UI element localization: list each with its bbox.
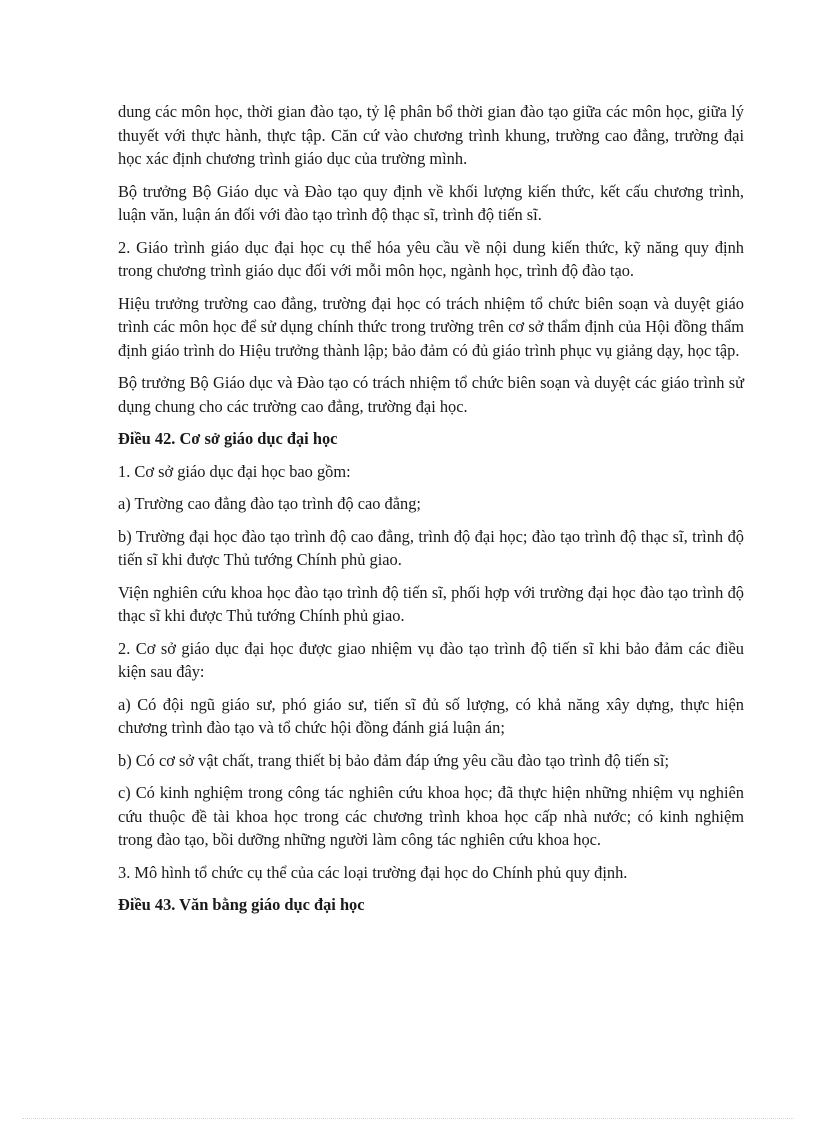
paragraph: b) Trường đại học đào tạo trình độ cao đẳng, trình độ đại học; đào tạo trình độ thạc sĩ, trình độ tiến sĩ khi được Thủ tướng Chính phủ giao. bbox=[118, 526, 744, 569]
paragraph: Bộ trưởng Bộ Giáo dục và Đào tạo quy định về khối lượng kiến thức, kết cấu chương trình, luận văn, luận án đối với đào tạo trình độ thạc sĩ, trình độ tiến sĩ. bbox=[118, 181, 744, 224]
paragraph: 2. Cơ sở giáo dục đại học được giao nhiệm vụ đào tạo trình độ tiến sĩ khi bảo đảm các điều kiện sau đây: bbox=[118, 638, 744, 681]
paragraph: a) Có đội ngũ giáo sư, phó giáo sư, tiến sĩ đủ số lượng, có khả năng xây dựng, thực hiện chương trình đào tạo và tổ chức hội đồng đánh giá luận án; bbox=[118, 694, 744, 737]
document-page bbox=[118, 100, 744, 926]
paragraph: b) Có cơ sở vật chất, trang thiết bị bảo đảm đáp ứng yêu cầu đào tạo trình độ tiến sĩ; bbox=[118, 750, 670, 770]
paragraph: Hiệu trưởng trường cao đẳng, trường đại học có trách nhiệm tổ chức biên soạn và duyệt giáo trình các môn học để sử dụng chính thức trong trường trên cơ sở thẩm định của Hội đồng thẩm định giáo trình do Hiệu trưởng thành lập; bảo đảm có đủ giáo trình phục vụ giảng dạy, học tập. bbox=[118, 293, 744, 360]
paragraph: c) Có kinh nghiệm trong công tác nghiên cứu khoa học; đã thực hiện những nhiệm vụ nghiên cứu thuộc đề tài khoa học trong các chương trình khoa học cấp nhà nước; có kinh nghiệm trong đào tạo, bồi dưỡng những người làm công tác nghiên cứu khoa học. bbox=[118, 783, 744, 849]
paragraph: Bộ trưởng Bộ Giáo dục và Đào tạo có trách nhiệm tổ chức biên soạn và duyệt các giáo trình sử dụng chung cho các trường cao đẳng, trường đại học. bbox=[118, 373, 744, 416]
paragraph: a) Trường cao đẳng đào tạo trình độ cao đẳng; bbox=[118, 494, 421, 513]
paragraph: 3. Mô hình tổ chức cụ thể của các loại trường đại học do Chính phủ quy định. bbox=[118, 862, 628, 882]
paragraph: Viện nghiên cứu khoa học đào tạo trình độ tiến sĩ, phối hợp với trường đại học đào tạo trình độ thạc sĩ khi được Thủ tướng Chính phủ giao. bbox=[118, 582, 744, 625]
paragraph: 2. Giáo trình giáo dục đại học cụ thể hóa yêu cầu về nội dung kiến thức, kỹ năng quy định trong chương trình giáo dục đối với mỗi môn học, ngành học, trình độ đào tạo. bbox=[118, 237, 744, 280]
paragraph: 1. Cơ sở giáo dục đại học bao gồm: bbox=[118, 461, 351, 481]
paragraph: dung các môn học, thời gian đào tạo, tỷ lệ phân bổ thời gian đào tạo giữa các môn học, giữa lý thuyết với thực hành, thực tập. Căn cứ vào chương trình khung, trường cao đẳng, trường đại học xác định chương trình giáo dục của trường mình. bbox=[118, 102, 744, 168]
article-heading: Điều 43. Văn bằng giáo dục đại học bbox=[118, 895, 365, 914]
page-bottom-divider bbox=[22, 1118, 794, 1119]
article-heading: Điều 42. Cơ sở giáo dục đại học bbox=[118, 429, 338, 448]
